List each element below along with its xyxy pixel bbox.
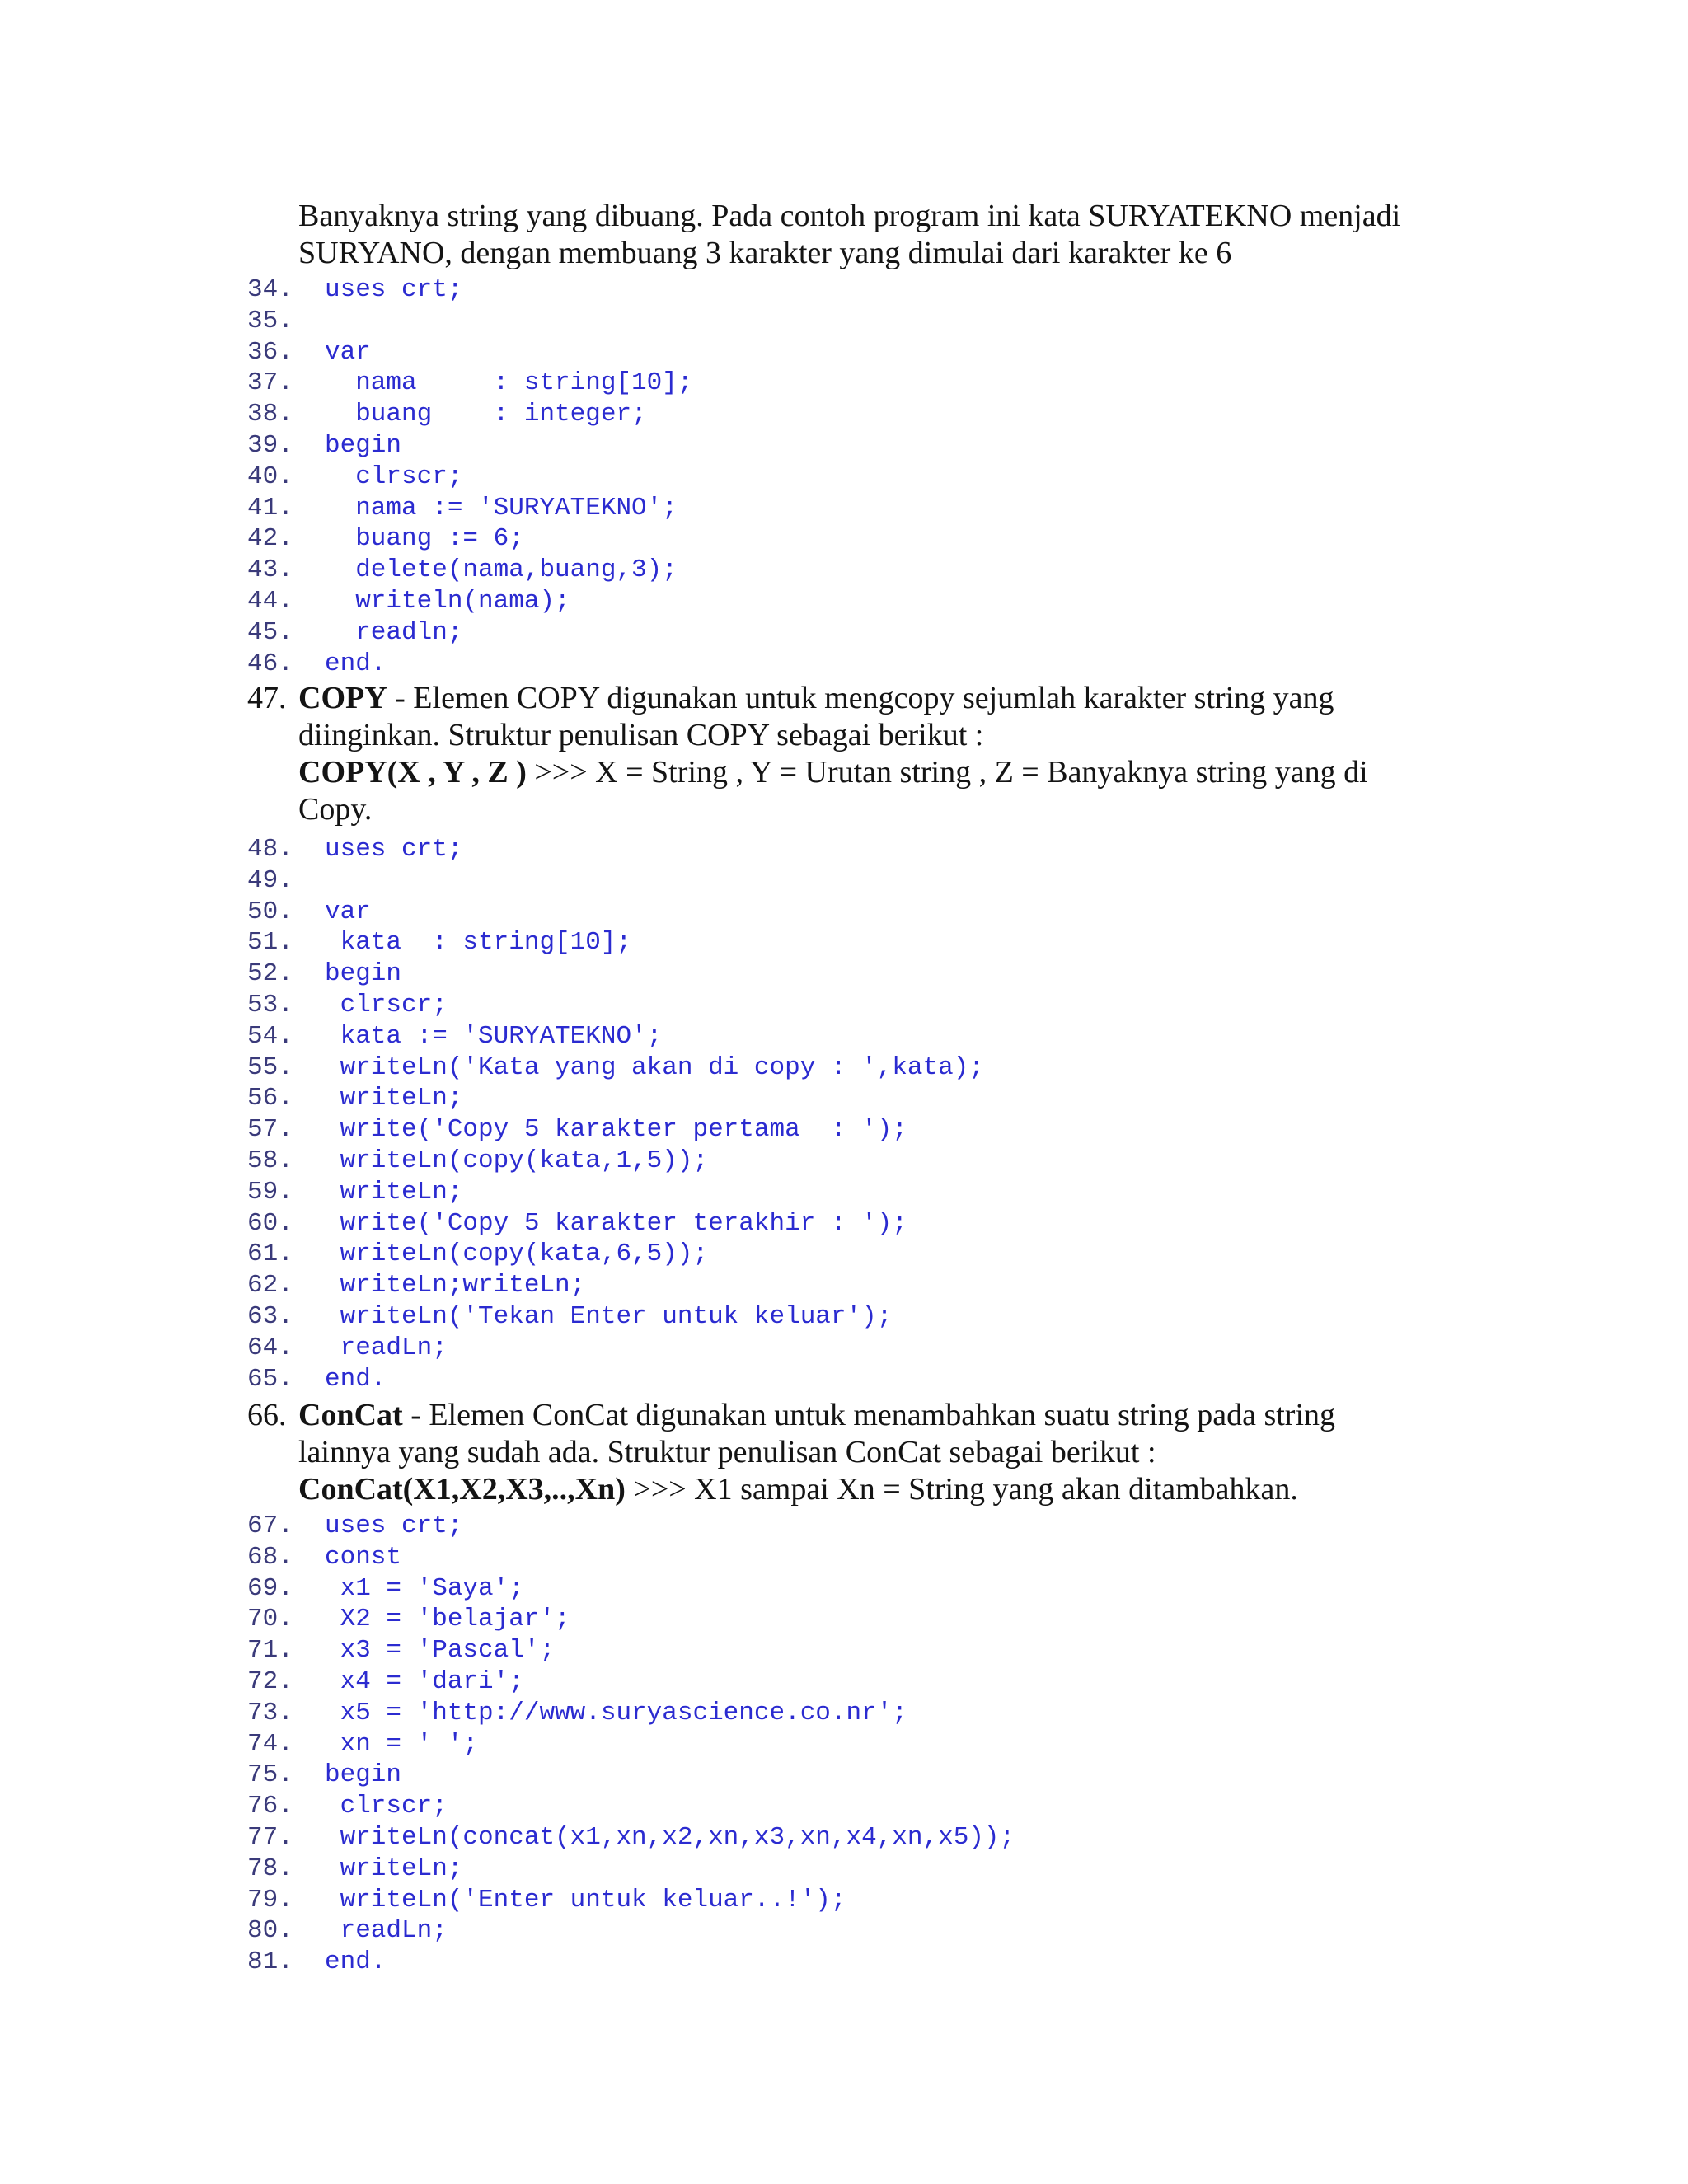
line-number: 75. [247,1760,293,1790]
line-number: 48. [247,835,293,864]
code-line [247,1854,462,1885]
code-text: writeLn(copy(kata,1,5)); [325,1146,709,1175]
code-text: uses crt; [325,1511,463,1540]
code-text: nama := 'SURYATEKNO'; [325,493,678,523]
code-line [247,586,570,617]
intro-line-1: Banyaknya string yang dibuang. Pada contoh program ini kata SURYATEKNO menjadi [298,199,1401,233]
code-line [247,1947,386,1978]
line-number: 43. [247,555,293,585]
code-line [247,462,462,493]
line-number: 60. [247,1208,293,1238]
code-line [247,927,631,958]
code-text: begin [325,959,402,989]
code-text: x4 = 'dari'; [325,1667,524,1696]
code-line [247,1052,984,1084]
code-line [247,1915,448,1947]
concat-term: ConCat [298,1398,403,1432]
code-line [247,1542,401,1573]
code-line [247,1114,907,1146]
code-line [247,1511,462,1542]
line-number: 81. [247,1947,293,1977]
copy-syntax: COPY(X , Y , Z ) [298,755,527,790]
code-line [247,1698,907,1729]
intro-line-2: SURYANO, dengan membuang 3 karakter yang dimulai dari karakter ke 6 [298,236,1232,270]
copy-syntax-rest: >>> X = String , Y = Urutan string , Z = Banyaknya string yang di [526,755,1368,790]
code-line [247,1885,846,1916]
code-text: writeLn; [325,1854,463,1883]
code-text: begin [325,1760,402,1790]
line-number: 71. [247,1636,293,1666]
code-text: writeLn(copy(kata,6,5)); [325,1240,709,1269]
line-number: 45. [247,617,293,647]
code-text: writeLn('Enter untuk keluar..!'); [325,1885,846,1915]
code-line [247,368,692,399]
code-line [247,306,325,337]
concat-description-line-1 [298,1397,1469,1434]
line-number: 70. [247,1605,293,1634]
line-number: 76. [247,1792,293,1821]
code-text: var [325,337,371,367]
line-number: 80. [247,1916,293,1946]
line-number: 65. [247,1364,293,1394]
line-number: 52. [247,959,293,989]
code-text: clrscr; [325,1792,448,1821]
code-text: write('Copy 5 karakter terakhir : '); [325,1208,907,1238]
code-text: writeLn;writeLn; [325,1271,586,1301]
code-line [247,1083,462,1114]
line-number: 73. [247,1698,293,1727]
line-number: 54. [247,1021,293,1051]
code-text: uses crt; [325,835,463,864]
code-line [247,1635,555,1666]
code-text: readLn; [325,1916,448,1946]
code-text: writeLn('Kata yang akan di copy : ',kata); [325,1052,984,1082]
code-line [247,1729,478,1760]
code-text: clrscr; [325,991,448,1019]
copy-term: COPY [298,681,387,715]
concat-item-number: 66. [247,1398,287,1432]
line-number: 58. [247,1146,293,1175]
code-line [247,1573,524,1605]
line-number: 46. [247,649,293,678]
line-number: 41. [247,493,293,523]
code-line [247,1239,708,1270]
line-number: 59. [247,1177,293,1207]
concat-syntax: ConCat(X1,X2,X3,..,Xn) [298,1472,626,1507]
code-text: X2 = 'belajar'; [325,1605,570,1634]
line-number: 78. [247,1854,293,1883]
line-number: 38. [247,400,293,429]
code-text: end. [325,1947,387,1977]
code-text: delete(nama,buang,3); [325,555,678,585]
line-number: 39. [247,431,293,460]
line-number: 34. [247,275,293,304]
code-text: x1 = 'Saya'; [325,1573,524,1603]
code-line [247,617,462,649]
line-number: 44. [247,587,293,616]
code-text: buang := 6; [325,524,524,554]
concat-syntax-line [298,1471,1469,1508]
code-line [247,1208,907,1240]
code-text: var [325,897,371,926]
code-text: writeLn('Tekan Enter untuk keluar'); [325,1302,893,1331]
code-text: xn = ' '; [325,1729,479,1759]
code-line [247,1760,401,1791]
copy-item-number: 47. [247,681,287,715]
line-number: 74. [247,1729,293,1759]
code-text: write('Copy 5 karakter pertama : '); [325,1115,907,1145]
concat-description-rest: - Elemen ConCat digunakan untuk menambahkan suatu string pada string [402,1398,1336,1432]
line-number: 62. [247,1271,293,1301]
code-text: const [325,1542,402,1572]
copy-description-line-1 [298,680,1469,717]
concat-description-line-2: lainnya yang sudah ada. Struktur penulisan ConCat sebagai berikut : [298,1435,1156,1469]
code-line [247,1177,462,1208]
code-text: nama : string[10]; [325,368,693,398]
code-line [247,1791,448,1822]
copy-syntax-line [298,754,1469,791]
line-number: 57. [247,1115,293,1145]
code-text: uses crt; [325,275,463,304]
code-text: end. [325,1364,387,1394]
code-text: readLn; [325,1333,448,1362]
code-text: writeLn; [325,1084,463,1113]
code-line [247,399,647,430]
code-text: writeLn(concat(x1,xn,x2,xn,x3,xn,x4,xn,x5)); [325,1823,1015,1852]
code-line [247,274,462,306]
copy-description-line-2: diinginkan. Struktur penulisan COPY sebagai berikut : [298,718,984,752]
line-number: 67. [247,1511,293,1540]
concat-syntax-rest: >>> X1 sampai Xn = String yang akan ditambahkan. [625,1472,1298,1507]
line-number: 42. [247,524,293,554]
code-text: kata := 'SURYATEKNO'; [325,1021,663,1051]
code-text: x3 = 'Pascal'; [325,1636,556,1666]
code-line [247,1364,386,1395]
copy-description-rest: - Elemen COPY digunakan untuk mengcopy sejumlah karakter string yang [387,681,1334,715]
line-number: 53. [247,991,293,1019]
line-number: 35. [247,306,293,335]
code-line [247,834,462,865]
line-number: 49. [247,865,293,895]
code-text: kata : string[10]; [325,928,632,958]
code-line [247,958,401,990]
code-text: buang : integer; [325,400,647,429]
line-number: 61. [247,1240,293,1269]
line-number: 72. [247,1667,293,1696]
code-line [247,1822,1015,1854]
line-number: 77. [247,1823,293,1852]
code-text: clrscr; [325,462,463,491]
line-number: 63. [247,1302,293,1331]
code-line [247,649,386,680]
code-text: writeLn; [325,1177,463,1207]
code-line [247,523,524,555]
code-line [247,555,678,586]
code-line [247,990,448,1021]
code-text: readln; [325,617,463,647]
code-line [247,337,371,368]
line-number: 68. [247,1542,293,1572]
line-number: 40. [247,462,293,491]
code-text: writeln(nama); [325,587,570,616]
line-number: 79. [247,1885,293,1915]
line-number: 37. [247,368,293,398]
line-number: 36. [247,337,293,367]
copy-description-line-4: Copy. [298,792,373,827]
line-number: 51. [247,928,293,958]
code-line [247,493,678,524]
code-line [247,1604,570,1635]
line-number: 69. [247,1573,293,1603]
line-number: 50. [247,897,293,926]
code-line [247,1333,448,1364]
code-text: begin [325,431,402,460]
code-line [247,430,401,462]
code-line [247,897,371,928]
code-line [247,865,325,897]
line-number: 55. [247,1052,293,1082]
code-text: end. [325,649,387,678]
code-line [247,1270,585,1301]
line-number: 64. [247,1333,293,1362]
code-line [247,1146,708,1177]
code-line [247,1666,524,1698]
line-number: 56. [247,1084,293,1113]
code-line [247,1301,892,1333]
code-text: x5 = 'http://www.suryascience.co.nr'; [325,1698,907,1727]
code-line [247,1021,662,1052]
